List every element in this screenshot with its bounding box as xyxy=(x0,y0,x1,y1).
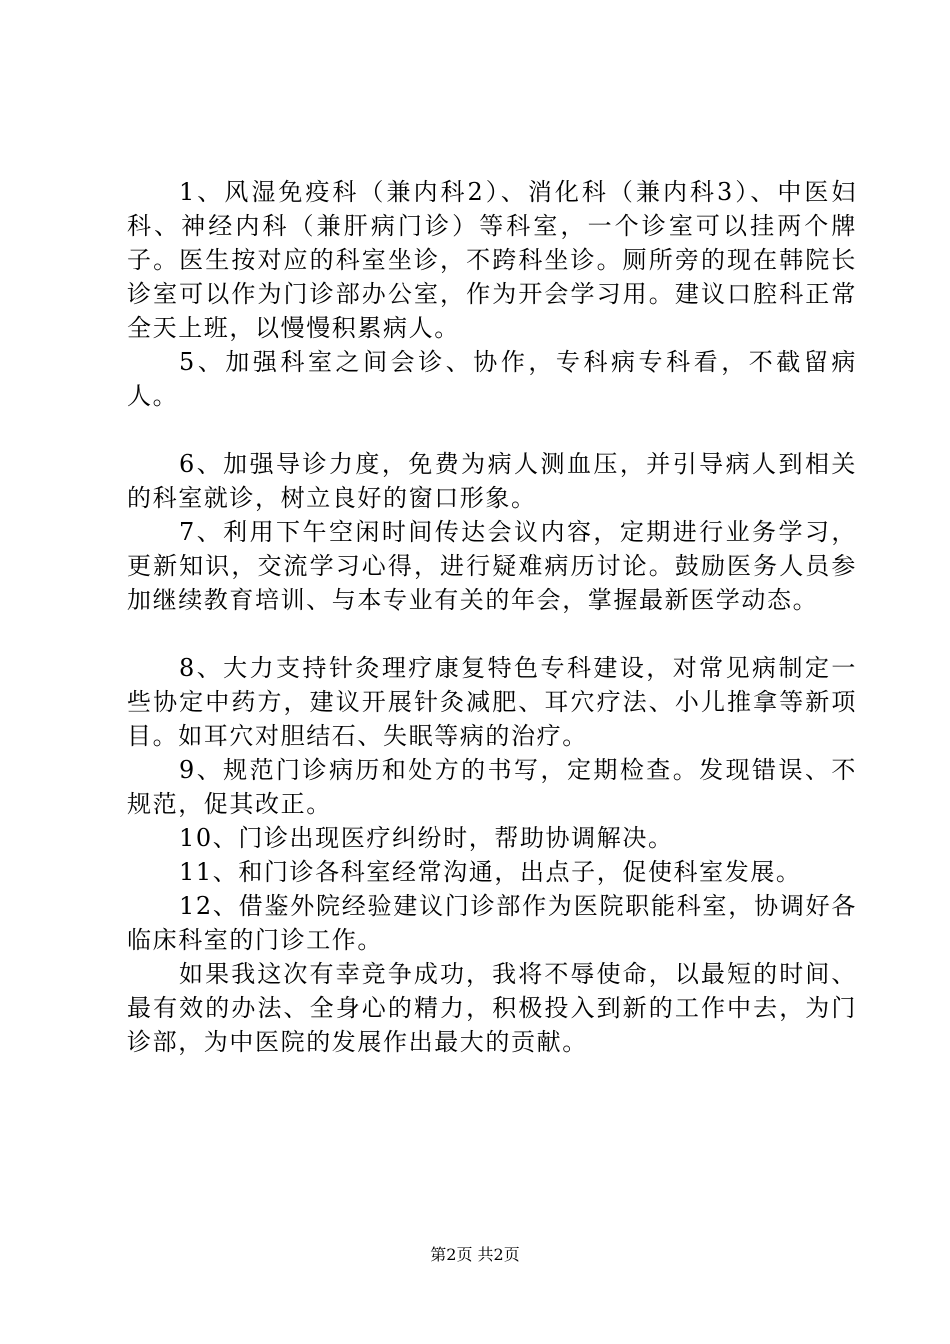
paragraph-7: 7、利用下午空闲时间传达会议内容，定期进行业务学习，更新知识，交流学习心得，进行疑难病历讨论。鼓励医务人员参加继续教育培训、与本专业有关的年会，掌握最新医学动态。 xyxy=(127,518,857,614)
paragraph-8: 8、大力支持针灸理疗康复特色专科建设，对常见病制定一些协定中药方，建议开展针灸减肥、耳穴疗法、小儿推拿等新项目。如耳穴对胆结石、失眠等病的治疗。 xyxy=(127,654,857,750)
paragraph-12: 12、借鉴外院经验建议门诊部作为医院职能科室，协调好各临床科室的门诊工作。 xyxy=(127,892,857,954)
page-number-footer: 第2页 共2页 xyxy=(430,1245,520,1264)
paragraph-10: 10、门诊出现医疗纠纷时，帮助协调解决。 xyxy=(179,824,674,852)
paragraph-11: 11、和门诊各科室经常沟通，出点子，促使科室发展。 xyxy=(179,858,802,886)
document-body xyxy=(127,175,857,1059)
paragraph-1: 1、风湿免疫科（兼内科2）、消化科（兼内科3）、中医妇科、神经内科（兼肝病门诊）等科室，一个诊室可以挂两个牌子。医生按对应的科室坐诊，不跨科坐诊。厕所旁的现在韩院长诊室可以作为门诊部办公室，作为开会学习用。建议口腔科正常全天上班，以慢慢积累病人。 xyxy=(127,178,857,342)
paragraph-closing: 如果我这次有幸竞争成功，我将不辱使命，以最短的时间、最有效的办法、全身心的精力，积极投入到新的工作中去，为门诊部，为中医院的发展作出最大的贡献。 xyxy=(127,960,857,1056)
paragraph-6: 6、加强导诊力度，免费为病人测血压，并引导病人到相关的科室就诊，树立良好的窗口形象。 xyxy=(127,450,857,512)
paragraph-9: 9、规范门诊病历和处方的书写，定期检查。发现错误、不规范，促其改正。 xyxy=(127,756,857,818)
paragraph-5: 5、加强科室之间会诊、协作，专科病专科看，不截留病人。 xyxy=(127,348,857,410)
